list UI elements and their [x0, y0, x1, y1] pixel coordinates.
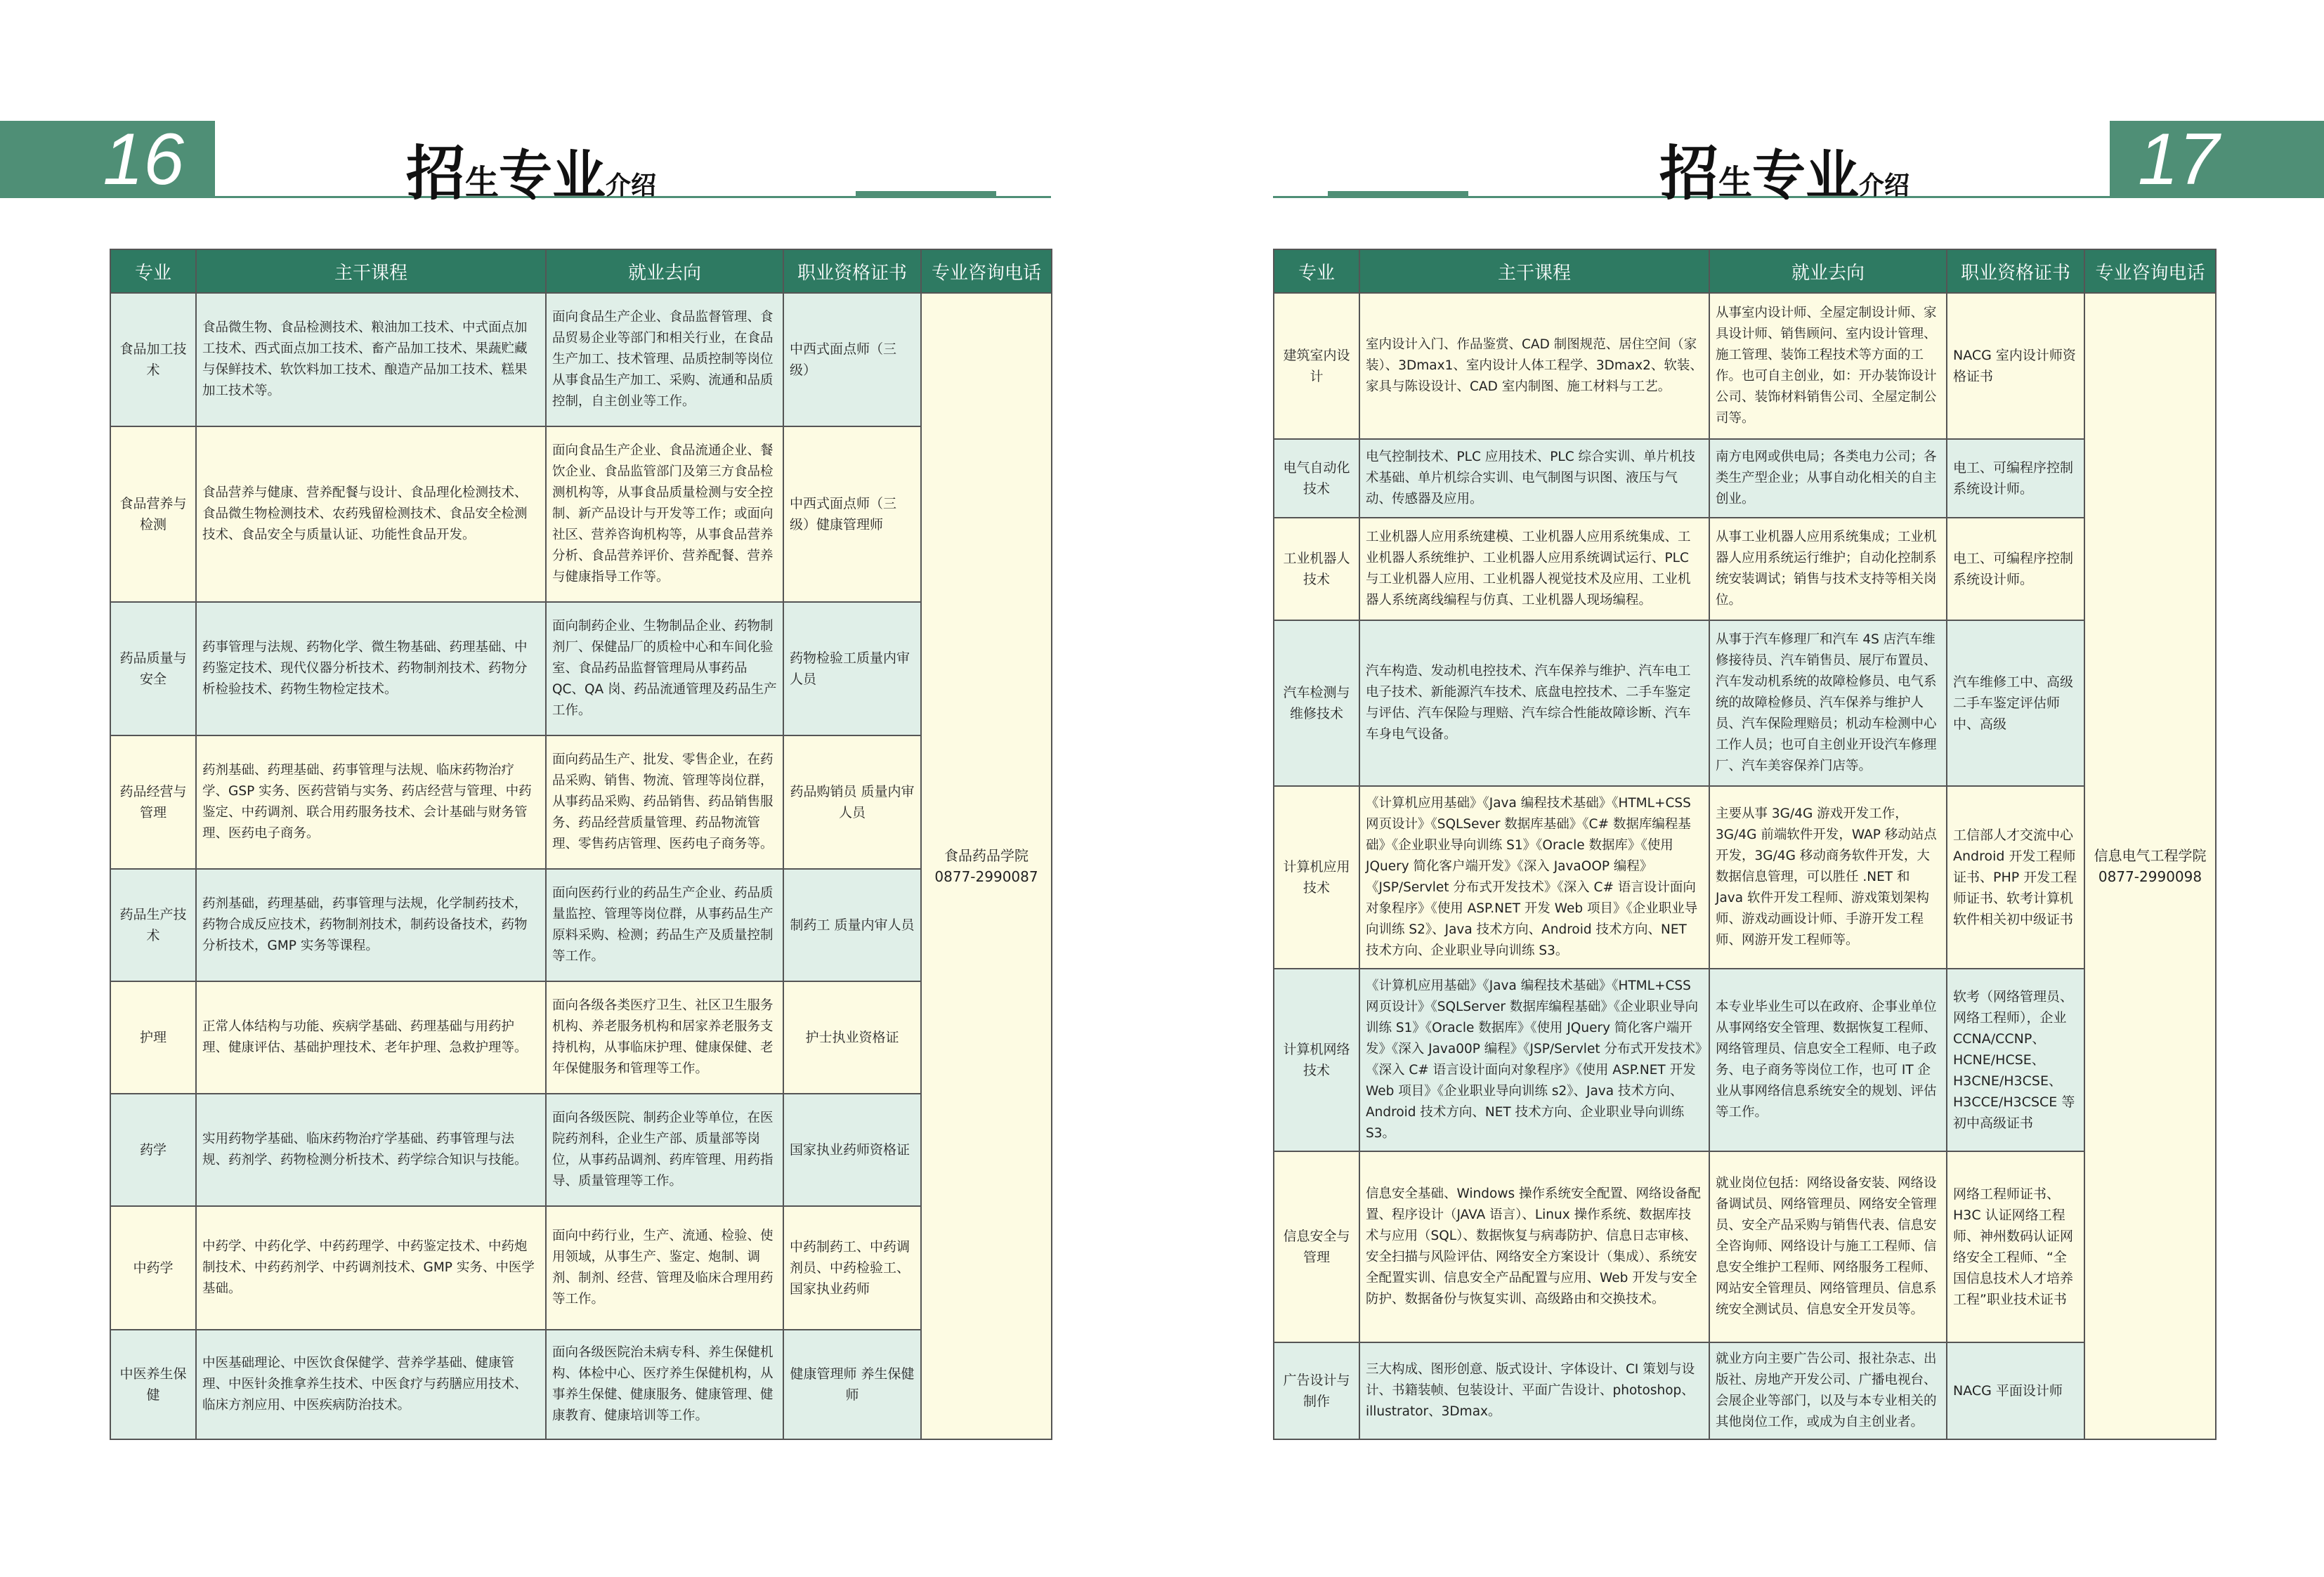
major-name: 汽车检测与维修技术	[1274, 620, 1359, 786]
courses-cell: 室内设计入门、作品鉴赏、CAD 制图规范、居住空间（家装）、3Dmax1、室内设计人体工程学、3Dmax2、软装、家具与陈设设计、CAD 室内制图、施工材料与工艺。	[1359, 293, 1709, 439]
career-cell: 面向各级医院、制药企业等单位，在医院药剂科，企业生产部、质量部等岗位，从事药品调剂、药库管理、用药指导、质量管理等工作。	[546, 1094, 783, 1206]
major-name: 药品经营与管理	[110, 735, 196, 869]
courses-cell: 工业机器人应用系统建模、工业机器人应用系统集成、工业机器人系统维护、工业机器人应用系统调试运行、PLC 与工业机器人应用、工业机器人视觉技术及应用、工业机器人系统离线编程与仿真、工业机器人现场编程。	[1359, 518, 1709, 620]
major-name: 计算机网络技术	[1274, 969, 1359, 1151]
header-cert: 职业资格证书	[1947, 249, 2084, 293]
courses-cell: 药剂基础，药理基础，药事管理与法规，化学制药技术，药物合成反应技术，药物制剂技术，制药设备技术，药物分析技术，GMP 实务等课程。	[196, 869, 546, 981]
table-row	[110, 426, 1052, 602]
cert-cell: 软考（网络管理员、网络工程师），企业 CCNA/CCNP、HCNE/HCSE、H3CNE/H3CSE、H3CCE/H3CSCE 等初中高级证书	[1947, 969, 2084, 1151]
page-number-left: 16	[0, 121, 215, 198]
header-courses: 主干课程	[196, 249, 546, 293]
courses-cell: 药事管理与法规、药物化学、微生物基础、药理基础、中药鉴定技术、现代仪器分析技术、药物制剂技术、药物分析检验技术、药物生物检定技术。	[196, 602, 546, 735]
table-row	[1274, 969, 2216, 1151]
cert-cell: 药物检验工质量内审人员	[783, 602, 921, 735]
career-cell: 面向食品生产企业、食品监督管理、食品贸易企业等部门和相关行业，在食品生产加工、技术管理、品质控制等岗位从事食品生产加工、采购、流通和品质控制，自主创业等工作。	[546, 293, 783, 426]
header-tab-left	[856, 191, 996, 198]
courses-cell: 汽车构造、发动机电控技术、汽车保养与维护、汽车电工电子技术、新能源汽车技术、底盘电控技术、二手车鉴定与评估、汽车保险与理赔、汽车综合性能故障诊断、汽车车身电气设备。	[1359, 620, 1709, 786]
table-row	[110, 1094, 1052, 1206]
table-row	[110, 735, 1052, 869]
career-cell: 主要从事 3G/4G 游戏开发工作，3G/4G 前端软件开发，WAP 移动站点开发，3G/4G 移动商务软件开发，大数据信息管理，可以胜任 .NET 和 Java 软件开发工程师、游戏策划架构师、游戏动画设计师、手游开发工程师、网游开发工程师等。	[1709, 786, 1947, 969]
header-major: 专业	[1274, 249, 1359, 293]
cert-cell: NACG 平面设计师	[1947, 1342, 2084, 1439]
contact-college: 信息电气工程学院	[2094, 847, 2207, 864]
title-char-4: 介绍	[1859, 171, 1910, 200]
cert-cell: 国家执业药师资格证	[783, 1094, 921, 1206]
header-phone: 专业咨询电话	[2084, 249, 2216, 293]
cert-cell: 中西式面点师（三级）健康管理师	[783, 426, 921, 602]
title-char-1: 招	[406, 139, 466, 208]
table-row	[1274, 1342, 2216, 1439]
courses-cell: 电气控制技术、PLC 应用技术、PLC 综合实训、单片机技术基础、单片机综合实训、电气制图与识图、液压与气动、传感器及应用。	[1359, 439, 1709, 518]
major-name: 中药学	[110, 1206, 196, 1330]
major-name: 信息安全与管理	[1274, 1151, 1359, 1342]
table-header-row	[110, 249, 1052, 293]
major-name: 药学	[110, 1094, 196, 1206]
courses-cell: 食品微生物、食品检测技术、粮油加工技术、中式面点加工技术、西式面点加工技术、畜产品加工技术、果蔬贮藏与保鲜技术、软饮料加工技术、酿造产品加工技术、糕果加工技术等。	[196, 293, 546, 426]
table-row	[1274, 293, 2216, 439]
contact-cell	[2084, 293, 2216, 1439]
table-row	[1274, 439, 2216, 518]
cert-cell: 网络工程师证书、H3C 认证网络工程师、神州数码认证网络安全工程师、“全国信息技术人才培养工程”职业技术证书	[1947, 1151, 2084, 1342]
courses-cell: 药剂基础、药理基础、药事管理与法规、临床药物治疗学、GSP 实务、医药营销与实务、药店经营与管理、中药鉴定、中药调剂、联合用药服务技术、会计基础与财务管理、医药电子商务。	[196, 735, 546, 869]
cert-cell: 中西式面点师（三级）	[783, 293, 921, 426]
major-name: 计算机应用技术	[1274, 786, 1359, 969]
courses-cell: 信息安全基础、Windows 操作系统安全配置、网络设备配置、程序设计（JAVA 语言）、Linux 操作系统、数据库技术与应用（SQL）、数据恢复与病毒防护、信息日志审核、安全扫描与风险评估、网络安全方案设计（集成）、系统安全配置实训、信息安全产品配置与应用、Web 开发与安全防护、数据备份与恢复实训、高级路由和交换技术。	[1359, 1151, 1709, 1342]
career-cell: 南方电网或供电局；各类电力公司；各类生产型企业；从事自动化相关的自主创业。	[1709, 439, 1947, 518]
header-cert: 职业资格证书	[783, 249, 921, 293]
courses-cell: 中药学、中药化学、中药药理学、中药鉴定技术、中药炮制技术、中药药剂学、中药调剂技术、GMP 实务、中医学基础。	[196, 1206, 546, 1330]
career-cell: 从事工业机器人应用系统集成；工业机器人应用系统运行维护；自动化控制系统安装调试；销售与技术支持等相关岗位。	[1709, 518, 1947, 620]
table-row	[1274, 1151, 2216, 1342]
cert-cell: 汽车维修工中、高级 二手车鉴定评估师中、高级	[1947, 620, 2084, 786]
courses-cell: 实用药物学基础、临床药物治疗学基础、药事管理与法规、药剂学、药物检测分析技术、药学综合知识与技能。	[196, 1094, 546, 1206]
career-cell: 面向各级医院治未病专科、养生保健机构、体检中心、医疗养生保健机构，从事养生保健、健康服务、健康管理、健康教育、健康培训等工作。	[546, 1330, 783, 1439]
header-career: 就业去向	[1709, 249, 1947, 293]
major-name: 中医养生保健	[110, 1330, 196, 1439]
cert-cell: 工信部人才交流中心 Android 开发工程师证书、PHP 开发工程师证书、软考计算机软件相关初中级证书	[1947, 786, 2084, 969]
contact-cell	[921, 293, 1052, 1439]
cert-cell: 药品购销员 质量内审人员	[783, 735, 921, 869]
contact-college: 食品药品学院	[944, 847, 1029, 864]
title-char-3: 专业	[499, 144, 606, 207]
table-header-row	[1274, 249, 2216, 293]
career-cell: 从事室内设计师、全屋定制设计师、家具设计师、销售顾问、室内设计管理、施工管理、装饰工程技术等方面的工作。也可自主创业，如：开办装饰设计公司、装饰材料销售公司、全屋定制公司等。	[1709, 293, 1947, 439]
career-cell: 面向医药行业的药品生产企业、药品质量监控、管理等岗位群，从事药品生产原料采购、检测；药品生产及质量控制等工作。	[546, 869, 783, 981]
career-cell: 面向食品生产企业、食品流通企业、餐饮企业、食品监管部门及第三方食品检测机构等，从事食品质量检测与安全控制、新产品设计与开发等工作；或面向社区、营养咨询机构等，从事食品营养分析、食品营养评价、营养配餐、营养与健康指导工作等。	[546, 426, 783, 602]
title-char-2: 生	[1718, 163, 1753, 202]
major-name: 工业机器人技术	[1274, 518, 1359, 620]
contact-phone: 0877-2990098	[2098, 868, 2202, 885]
cert-cell: 制药工 质量内审人员	[783, 869, 921, 981]
majors-table-right	[1273, 249, 2217, 1440]
career-cell: 面向制药企业、生物制品企业、药物制剂厂、保健品厂的质检中心和车间化验室、食品药品监督管理局从事药品 QC、QA 岗、药品流通管理及药品生产工作。	[546, 602, 783, 735]
courses-cell: 《计算机应用基础》《Java 编程技术基础》《HTML+CSS 网页设计》《SQLServer 数据库编程基础》《企业职业导向训练 S1》《Oracle 数据库》《使用 JQuery 简化客户端开发》《深入 Java00P 编程》《JSP/Servlet 分布式开发技术》《深入 C# 语言设计面向对象程序》《使用 ASP.NET 开发 Web 项目》《企业职业导向训练 s2》、Java 技术方向、Android 技术方向、NET 技术方向、企业职业导向训练 S3。	[1359, 969, 1709, 1151]
major-name: 护理	[110, 981, 196, 1094]
table-row	[110, 981, 1052, 1094]
table-row	[1274, 786, 2216, 969]
cert-cell: 中药制药工、中药调剂员、中药检验工、国家执业药师	[783, 1206, 921, 1330]
career-cell: 面向药品生产、批发、零售企业，在药品采购、销售、物流、管理等岗位群，从事药品采购、药品销售、药品销售服务、药品经营质量管理、药品物流管理、零售药店管理、医药电子商务等。	[546, 735, 783, 869]
table-row	[110, 1330, 1052, 1439]
table-row	[110, 293, 1052, 426]
cert-cell: NACG 室内设计师资格证书	[1947, 293, 2084, 439]
major-name: 广告设计与制作	[1274, 1342, 1359, 1439]
table-row	[110, 869, 1052, 981]
courses-cell: 三大构成、图形创意、版式设计、字体设计、CI 策划与设计、书籍装帧、包装设计、平面广告设计、photoshop、illustrator、3Dmax。	[1359, 1342, 1709, 1439]
header-phone: 专业咨询电话	[921, 249, 1052, 293]
page-title-right	[1659, 126, 1910, 211]
page-number-right: 17	[2110, 121, 2324, 198]
table-row	[1274, 518, 2216, 620]
career-cell: 本专业毕业生可以在政府、企事业单位从事网络安全管理、数据恢复工程师、网络管理员、信息安全工程师、电子政务、电子商务等岗位工作，也可 IT 企业从事网络信息系统安全的规划、评估等工作。	[1709, 969, 1947, 1151]
header-career: 就业去向	[546, 249, 783, 293]
major-name: 药品生产技术	[110, 869, 196, 981]
title-char-2: 生	[465, 163, 500, 202]
title-char-1: 招	[1659, 139, 1719, 208]
career-cell: 面向中药行业，生产、流通、检验、使用领域，从事生产、鉴定、炮制、调剂、制剂、经营、管理及临床合理用药等工作。	[546, 1206, 783, 1330]
courses-cell: 正常人体结构与功能、疾病学基础、药理基础与用药护理、健康评估、基础护理技术、老年护理、急救护理等。	[196, 981, 546, 1094]
cert-cell: 健康管理师 养生保健师	[783, 1330, 921, 1439]
header-courses: 主干课程	[1359, 249, 1709, 293]
title-char-4: 介绍	[606, 171, 657, 200]
header-major: 专业	[110, 249, 196, 293]
page-title-left	[406, 126, 656, 211]
header-tab-right	[1328, 191, 1468, 198]
table-row	[110, 1206, 1052, 1330]
table-row	[1274, 620, 2216, 786]
courses-cell: 中医基础理论、中医饮食保健学、营养学基础、健康管理、中医针灸推拿养生技术、中医食疗与药膳应用技术、临床方剂应用、中医疾病防治技术。	[196, 1330, 546, 1439]
table-row	[110, 602, 1052, 735]
courses-cell: 食品营养与健康、营养配餐与设计、食品理化检测技术、食品微生物检测技术、农药残留检测技术、食品安全检测技术、食品安全与质量认证、功能性食品开发。	[196, 426, 546, 602]
cert-cell: 电工、可编程序控制系统设计师。	[1947, 439, 2084, 518]
major-name: 电气自动化技术	[1274, 439, 1359, 518]
contact-phone: 0877-2990087	[934, 868, 1038, 885]
courses-cell: 《计算机应用基础》《Java 编程技术基础》《HTML+CSS 网页设计》《SQLSever 数据库基础》《C# 数据库编程基础》《企业职业导向训练 S1》《Oracle 数据库》《使用 JQuery 简化客户端开发》《深入 JavaOOP 编程》《JSP/Servlet 分布式开发技术》《深入 C# 语言设计面向对象程序》《使用 ASP.NET 开发 Web 项目》《企业职业导向训练 S2》、Java 技术方向、Android 技术方向、NET 技术方向、企业职业导向训练 S3。	[1359, 786, 1709, 969]
career-cell: 从事于汽车修理厂和汽车 4S 店汽车维修接待员、汽车销售员、展厅布置员、汽车发动机系统的故障检修员、电气系统的故障检修员、汽车保养与维护人员、汽车保险理赔员；机动车检测中心工作人员；也可自主创业开设汽车修理厂、汽车美容保养门店等。	[1709, 620, 1947, 786]
majors-table-left	[110, 249, 1052, 1440]
career-cell: 面向各级各类医疗卫生、社区卫生服务机构、养老服务机构和居家养老服务支持机构，从事临床护理、健康保健、老年保健服务和管理等工作。	[546, 981, 783, 1094]
cert-cell: 电工、可编程序控制系统设计师。	[1947, 518, 2084, 620]
major-name: 建筑室内设计	[1274, 293, 1359, 439]
title-char-3: 专业	[1752, 144, 1860, 207]
major-name: 食品营养与检测	[110, 426, 196, 602]
major-name: 药品质量与安全	[110, 602, 196, 735]
career-cell: 就业方向主要广告公司、报社杂志、出版社、房地产开发公司、广播电视台、会展企业等部门，以及与本专业相关的其他岗位工作，或成为自主创业者。	[1709, 1342, 1947, 1439]
major-name: 食品加工技术	[110, 293, 196, 426]
cert-cell: 护士执业资格证	[783, 981, 921, 1094]
career-cell: 就业岗位包括：网络设备安装、网络设备调试员、网络管理员、网络安全管理员、安全产品采购与销售代表、信息安全咨询师、网络设计与施工工程师、信息安全维护工程师、网络服务工程师、网站安全管理员、网络管理员、信息系统安全测试员、信息安全开发员等。	[1709, 1151, 1947, 1342]
